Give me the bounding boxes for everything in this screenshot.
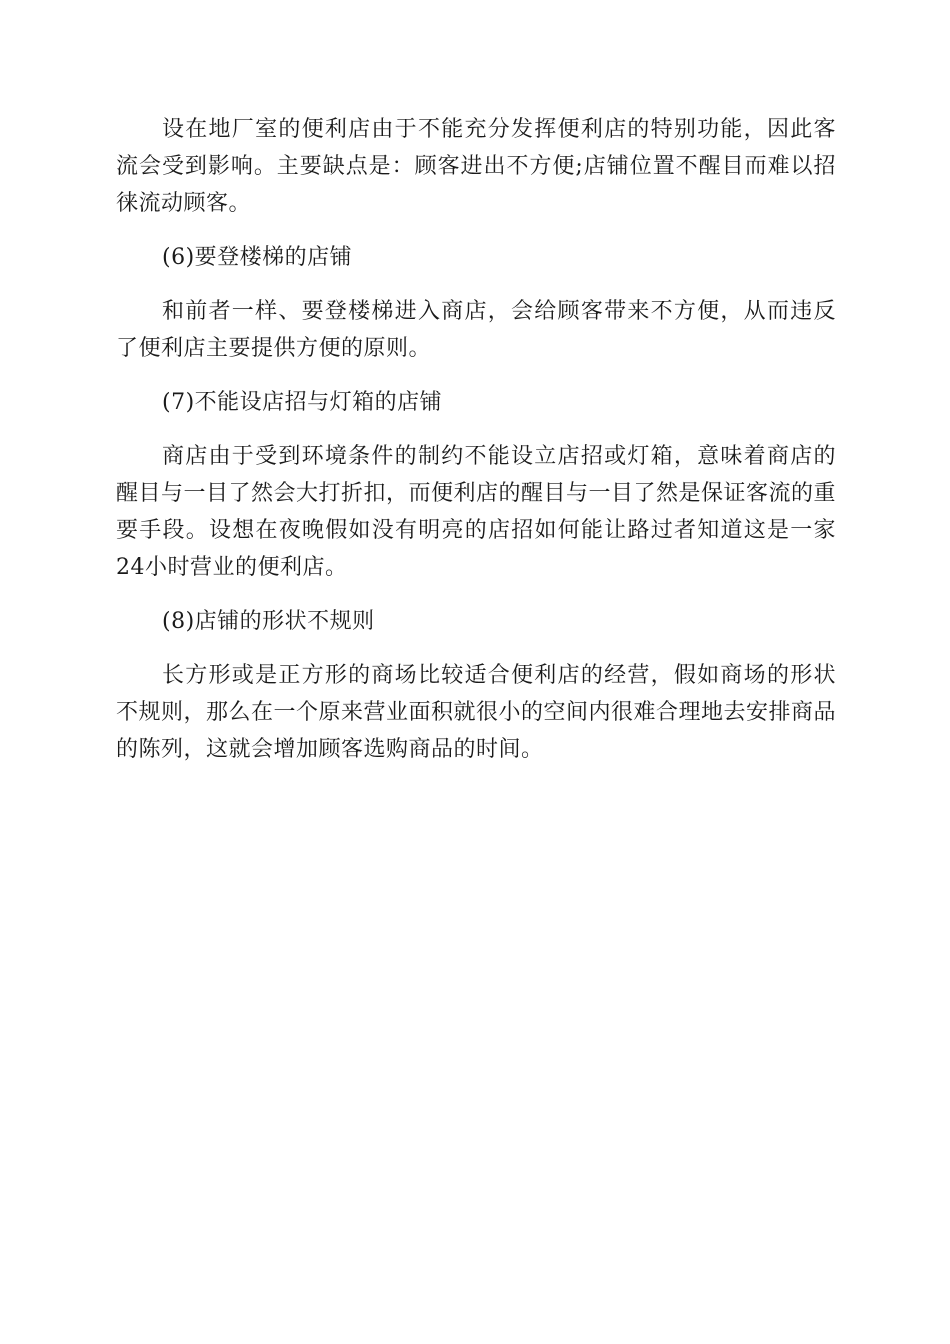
heading-stairs-store: (6)要登楼梯的店铺 — [162, 245, 353, 270]
paragraph-no-signboard-store: 商店由于受到环境条件的制约不能设立店招或灯箱，意味着商店的醒目与一目了然会大打折扣，而便利店的醒目与一目了然是保证客流的重要手段。设想在夜晚假如没有明亮的店招如何能让路过者知道这是一家24小时营业的便利店。 — [116, 444, 837, 580]
paragraph-basement-store: 设在地厂室的便利店由于不能充分发挥便利店的特别功能，因此客流会受到影响。主要缺点是：顾客进出不方便;店铺位置不醒目而难以招徕流动顾客。 — [116, 117, 836, 216]
paragraph-irregular-shape-store: 长方形或是正方形的商场比较适合便利店的经营，假如商场的形状不规则，那么在一个原来营业面积就很小的空间内很难合理地去安排商品的陈列，这就会增加顾客选购商品的时间。 — [116, 663, 837, 762]
document-body — [116, 111, 836, 785]
paragraph-stairs-store: 和前者一样、要登楼梯进入商店，会给顾客带来不方便，从而违反了便利店主要提供方便的原则。 — [116, 299, 836, 361]
heading-irregular-shape-store: (8)店铺的形状不规则 — [162, 609, 375, 634]
heading-no-signboard-store: (7)不能设店招与灯箱的店铺 — [162, 390, 443, 415]
